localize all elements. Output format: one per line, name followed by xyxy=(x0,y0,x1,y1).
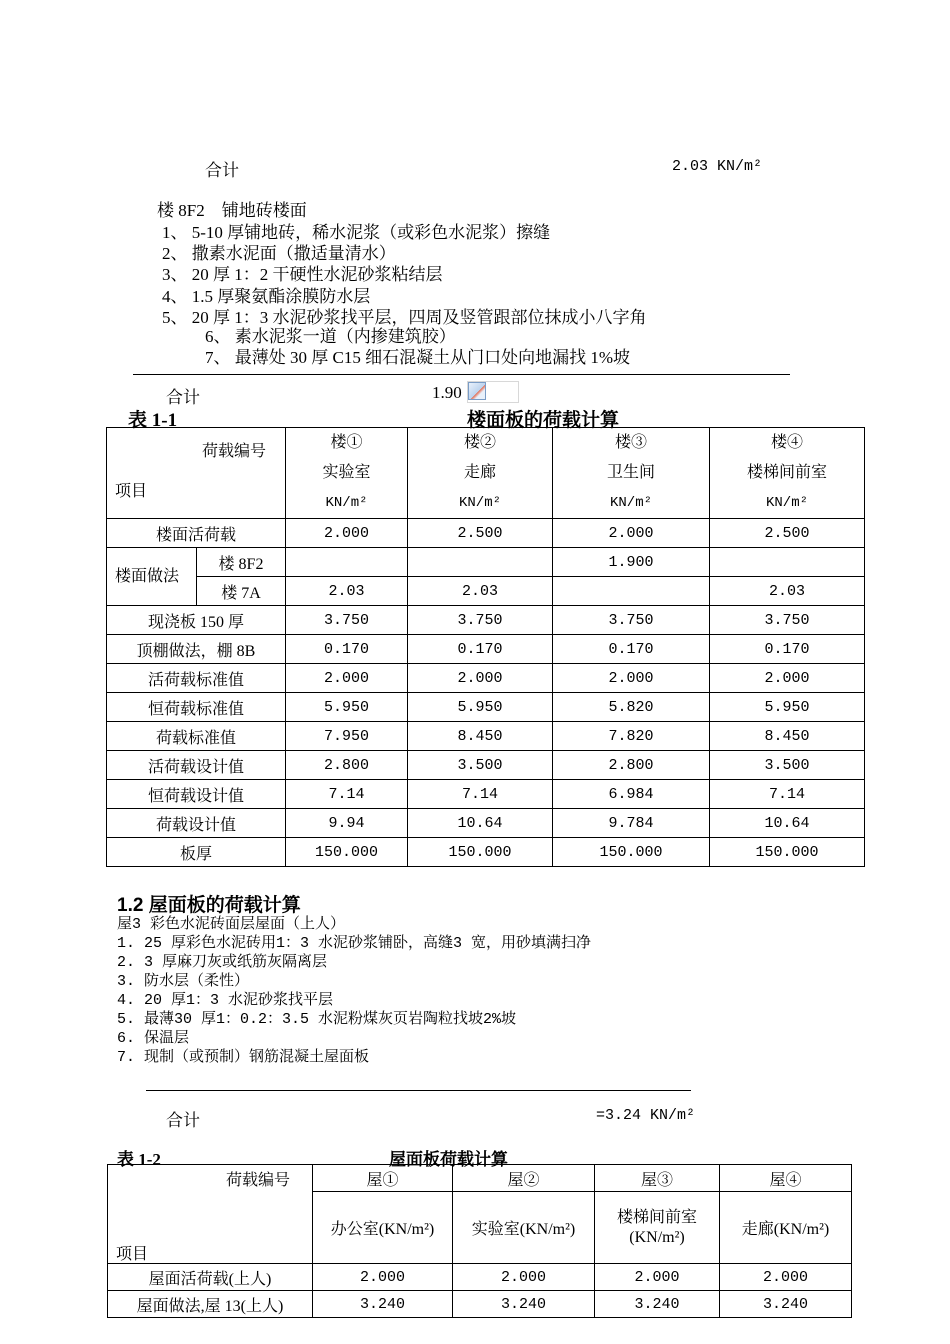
floor-8f2-step: 3、 20 厚 1：2 干硬性水泥砂浆粘结层 xyxy=(162,265,443,284)
cell-value: 2.000 xyxy=(408,664,553,693)
table-row xyxy=(107,577,865,606)
cell-value: 3.500 xyxy=(710,751,865,780)
column-unit: KN/m² xyxy=(609,495,652,511)
cell-value: 2.500 xyxy=(408,519,553,548)
cell-value: 5.950 xyxy=(710,693,865,722)
column-header xyxy=(553,428,710,519)
roof-step: 3. 防水层（柔性） xyxy=(117,973,250,990)
column-code: 楼③ xyxy=(614,434,647,451)
cell-value: 2.03 xyxy=(286,577,408,606)
table-header-row xyxy=(107,428,865,519)
top-total-value: 2.03 KN/m² xyxy=(672,158,763,175)
cell-value: 2.000 xyxy=(313,1264,453,1291)
cell-value: 5.950 xyxy=(286,693,408,722)
floor-8f2-step: 1、 5-10 厚铺地砖，稀水泥浆（或彩色水泥浆）擦缝 xyxy=(162,223,551,242)
cell-value: 3.240 xyxy=(720,1291,852,1318)
table-row xyxy=(107,751,865,780)
row-label: 顶棚做法，棚 8B xyxy=(107,635,286,664)
cell-value: 2.800 xyxy=(286,751,408,780)
table-row xyxy=(107,780,865,809)
cell-value: 8.450 xyxy=(408,722,553,751)
cell-value xyxy=(710,548,865,577)
roof-total-label: 合计 xyxy=(166,1111,200,1130)
row-label: 活荷载设计值 xyxy=(107,751,286,780)
cell-value: 6.984 xyxy=(553,780,710,809)
cell-value: 2.000 xyxy=(286,664,408,693)
header-corner-cell xyxy=(107,428,286,519)
table-row xyxy=(107,635,865,664)
column-name: 实验室(KN/m²) xyxy=(453,1192,595,1264)
roof-step: 7. 现制（或预制）钢筋混凝土屋面板 xyxy=(117,1049,370,1066)
cell-value: 1.900 xyxy=(553,548,710,577)
cell-value: 3.750 xyxy=(553,606,710,635)
column-name: 楼梯间前室(KN/m²) xyxy=(595,1192,720,1264)
column-code: 楼② xyxy=(463,434,496,451)
column-code: 楼① xyxy=(330,434,363,451)
column-name: 楼梯间前室 xyxy=(746,464,827,481)
cell-value: 3.500 xyxy=(408,751,553,780)
table-row xyxy=(107,664,865,693)
column-header xyxy=(408,428,553,519)
row-label: 荷载标准值 xyxy=(107,722,286,751)
floor-8f2-step: 7、 最薄处 30 厚 C15 细石混凝土从门口处向地漏找 1%坡 xyxy=(205,348,630,367)
cell-value: 2.500 xyxy=(710,519,865,548)
cell-value: 7.14 xyxy=(710,780,865,809)
top-total-label: 合计 xyxy=(205,161,239,180)
cell-value: 3.240 xyxy=(313,1291,453,1318)
cell-value: 2.000 xyxy=(710,664,865,693)
column-code: 屋② xyxy=(453,1165,595,1192)
cell-value: 2.03 xyxy=(408,577,553,606)
cell-value: 3.240 xyxy=(453,1291,595,1318)
cell-value: 3.240 xyxy=(595,1291,720,1318)
table2-title: 屋面板荷载计算 xyxy=(389,1150,508,1169)
table-row xyxy=(107,809,865,838)
column-name: 办公室(KN/m²) xyxy=(313,1192,453,1264)
table-header-row xyxy=(108,1165,852,1192)
roof-step: 2. 3 厚麻刀灰或纸筋灰隔离层 xyxy=(117,954,328,971)
cell-value: 10.64 xyxy=(408,809,553,838)
header-load-code: 荷载编号 xyxy=(202,443,267,460)
cell-value: 150.000 xyxy=(286,838,408,867)
cell-value: 150.000 xyxy=(553,838,710,867)
cell-value: 10.64 xyxy=(710,809,865,838)
table-row xyxy=(107,838,865,867)
column-code: 屋① xyxy=(313,1165,453,1192)
floor-8f2-total-label: 合计 xyxy=(166,388,200,407)
floor-load-table xyxy=(106,427,865,867)
section-heading: 1.2 屋面板的荷载计算 xyxy=(117,895,301,916)
cell-value: 5.950 xyxy=(408,693,553,722)
table-row xyxy=(107,722,865,751)
column-header xyxy=(286,428,408,519)
column-name: 卫生间 xyxy=(606,464,655,481)
row-label: 恒荷载标准值 xyxy=(107,693,286,722)
table-row xyxy=(107,519,865,548)
cell-value: 2.000 xyxy=(553,664,710,693)
cell-value xyxy=(286,548,408,577)
cell-value: 0.170 xyxy=(286,635,408,664)
roof-step: 4. 20 厚1：3 水泥砂浆找平层 xyxy=(117,992,334,1009)
cell-value: 0.170 xyxy=(710,635,865,664)
header-item: 项目 xyxy=(116,1246,149,1263)
row-label: 楼 7A xyxy=(197,577,286,606)
table2-label: 表 1-2 xyxy=(117,1150,161,1169)
row-label: 现浇板 150 厚 xyxy=(107,606,286,635)
cell-value: 150.000 xyxy=(710,838,865,867)
cell-value: 3.750 xyxy=(710,606,865,635)
header-load-code: 荷载编号 xyxy=(226,1172,291,1189)
row-label: 楼面活荷载 xyxy=(107,519,286,548)
row-label: 恒荷载设计值 xyxy=(107,780,286,809)
roof-total-value: =3.24 KN/m² xyxy=(596,1107,696,1124)
cell-value: 9.784 xyxy=(553,809,710,838)
cell-value: 7.14 xyxy=(286,780,408,809)
column-code: 屋③ xyxy=(595,1165,720,1192)
cell-value: 150.000 xyxy=(408,838,553,867)
roof-load-table xyxy=(107,1164,852,1318)
column-name: 走廊(KN/m²) xyxy=(720,1192,852,1264)
table-row xyxy=(107,606,865,635)
roof-step: 6. 保温层 xyxy=(117,1030,190,1047)
cell-value: 5.820 xyxy=(553,693,710,722)
header-item: 项目 xyxy=(115,483,148,500)
floor-8f2-step: 5、 20 厚 1：3 水泥砂浆找平层，四周及竖管跟部位抹成小八字角 xyxy=(162,308,647,327)
sum-rule xyxy=(146,1090,691,1091)
table1-label: 表 1-1 xyxy=(128,410,178,431)
floor-8f2-title: 楼 8F2 铺地砖楼面 xyxy=(157,201,307,220)
cell-value: 7.14 xyxy=(408,780,553,809)
cell-value: 2.800 xyxy=(553,751,710,780)
broken-image-icon xyxy=(467,381,519,403)
cell-value: 0.170 xyxy=(408,635,553,664)
cell-value: 2.000 xyxy=(595,1264,720,1291)
row-label: 楼 8F2 xyxy=(197,548,286,577)
floor-8f2-step: 4、 1.5 厚聚氨酯涂膜防水层 xyxy=(162,287,371,306)
table-row xyxy=(108,1291,852,1318)
row-label: 活荷载标准值 xyxy=(107,664,286,693)
row-label: 屋面活荷载(上人) xyxy=(108,1264,313,1291)
column-unit: KN/m² xyxy=(325,495,368,511)
cell-value: 2.000 xyxy=(553,519,710,548)
cell-value: 2.000 xyxy=(286,519,408,548)
method-group-label: 楼面做法 xyxy=(107,548,197,606)
table-row xyxy=(108,1264,852,1291)
row-label: 屋面做法,屋 13(上人) xyxy=(108,1291,313,1318)
row-label: 荷载设计值 xyxy=(107,809,286,838)
column-name: 实验室 xyxy=(322,464,371,481)
cell-value: 0.170 xyxy=(553,635,710,664)
cell-value: 3.750 xyxy=(286,606,408,635)
cell-value: 3.750 xyxy=(408,606,553,635)
floor-8f2-step: 2、 撒素水泥面（撒适量清水） xyxy=(162,244,396,263)
cell-value: 2.000 xyxy=(720,1264,852,1291)
cell-value: 8.450 xyxy=(710,722,865,751)
roof-step: 1. 25 厚彩色水泥砖用1：3 水泥砂浆铺卧，高缝3 宽，用砂填满扫净 xyxy=(117,935,592,952)
cell-value: 2.000 xyxy=(453,1264,595,1291)
sum-rule xyxy=(133,374,790,375)
column-name: 走廊 xyxy=(463,464,496,481)
column-code: 屋④ xyxy=(720,1165,852,1192)
column-code: 楼④ xyxy=(770,434,803,451)
cell-value xyxy=(553,577,710,606)
column-unit: KN/m² xyxy=(458,495,501,511)
table-row xyxy=(107,548,865,577)
column-unit: KN/m² xyxy=(765,495,808,511)
floor-8f2-total-value: 1.90 xyxy=(432,383,462,402)
cell-value: 7.820 xyxy=(553,722,710,751)
table-row xyxy=(107,693,865,722)
table1-title: 楼面板的荷载计算 xyxy=(467,410,620,431)
floor-8f2-step: 6、 素水泥浆一道（内掺建筑胶） xyxy=(205,327,456,346)
row-label: 板厚 xyxy=(107,838,286,867)
roof-step: 5. 最薄30 厚1：0.2：3.5 水泥粉煤灰页岩陶粒找坡2%坡 xyxy=(117,1011,517,1028)
cell-value xyxy=(408,548,553,577)
header-corner-cell xyxy=(108,1165,313,1264)
cell-value: 2.03 xyxy=(710,577,865,606)
column-header xyxy=(710,428,865,519)
cell-value: 7.950 xyxy=(286,722,408,751)
cell-value: 9.94 xyxy=(286,809,408,838)
roof-method-title: 屋3 彩色水泥砖面层屋面（上人） xyxy=(117,916,346,933)
